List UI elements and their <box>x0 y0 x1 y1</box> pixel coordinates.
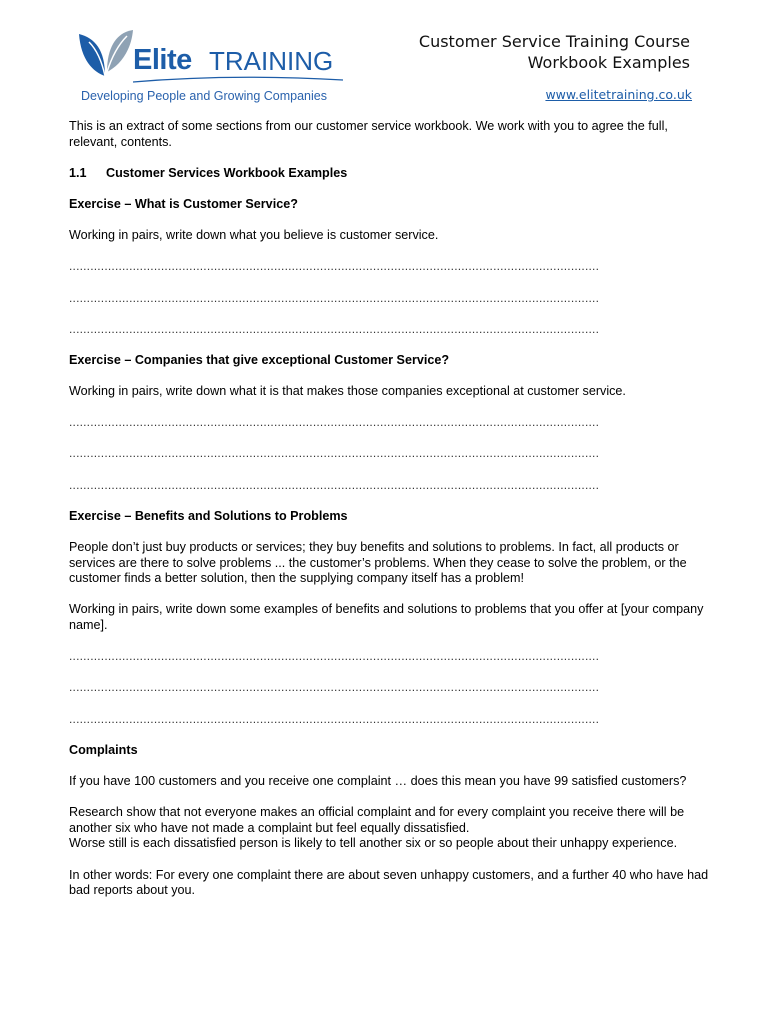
complaints-paragraph2b: Worse still is each dissatisfied person is likely to tell another six or so people about their unhappy experience. <box>69 836 678 851</box>
exercise1-instruction: Working in pairs, write down what you believe is customer service. <box>69 228 439 243</box>
document-title-line2: Workbook Examples <box>527 53 690 72</box>
section-number: 1.1 <box>69 165 87 180</box>
logo-training-text: TRAINING <box>209 46 334 76</box>
exercise1-heading: Exercise – What is Customer Service? <box>69 196 298 211</box>
section-title: Customer Services Workbook Examples <box>106 165 348 180</box>
intro-paragraph: This is an extract of some sections from our customer service workbook. We work with you to agree the full, relevant, contents. <box>69 119 668 149</box>
exercise3-instruction: Working in pairs, write down some examples of benefits and solutions to problems that you offer at [your company name]. <box>69 602 704 632</box>
answer-line[interactable]: ...................................................................................................................................................... <box>69 477 600 492</box>
exercise3-paragraph: People don’t just buy products or services; they buy benefits and solutions to problems. In fact, all products or services are there to solve problems ... the customer’s problems. When they cease to solve the problem, or the customer finds a better solution, then the supplying company itself has a problem! <box>69 540 687 586</box>
exercise2-instruction: Working in pairs, write down what it is that makes those companies exceptional at customer service. <box>69 384 626 399</box>
answer-line[interactable]: ...................................................................................................................................................... <box>69 415 600 430</box>
answer-line[interactable]: ...................................................................................................................................................... <box>69 711 600 726</box>
answer-line[interactable]: ...................................................................................................................................................... <box>69 680 600 695</box>
document-header <box>0 0 770 110</box>
logo-tagline: Developing People and Growing Companies <box>81 89 327 103</box>
leaf-icon <box>75 28 137 88</box>
answer-line[interactable]: ...................................................................................................................................................... <box>69 649 600 664</box>
document-title-line1: Customer Service Training Course <box>418 32 690 51</box>
complaints-paragraph3: In other words: For every one complaint there are about seven unhappy customers, and a further 40 who have had bad reports about you. <box>69 867 709 898</box>
document-body <box>69 119 709 899</box>
answer-line[interactable]: ...................................................................................................................................................... <box>69 446 600 461</box>
complaints-heading: Complaints <box>69 742 138 757</box>
logo-elite-text: Elite <box>133 44 192 76</box>
answer-line[interactable]: ...................................................................................................................................................... <box>69 259 600 274</box>
section-heading <box>69 166 709 182</box>
complaints-paragraph1: If you have 100 customers and you receive one complaint … does this mean you have 99 satisfied customers? <box>69 773 687 788</box>
website-link[interactable]: www.elitetraining.co.uk <box>545 87 692 102</box>
answer-line[interactable]: ...................................................................................................................................................... <box>69 321 600 336</box>
document-title <box>419 31 690 73</box>
complaints-paragraph2a: Research show that not everyone makes an official complaint and for every complaint you receive there will be another six who have not made a complaint but feel equally dissatisfied. <box>69 805 685 835</box>
elite-training-logo <box>75 28 345 88</box>
exercise3-heading: Exercise – Benefits and Solutions to Problems <box>69 508 348 523</box>
exercise2-heading: Exercise – Companies that give exceptional Customer Service? <box>69 352 450 367</box>
answer-line[interactable]: ...................................................................................................................................................... <box>69 290 600 305</box>
swoosh-line <box>133 74 343 84</box>
